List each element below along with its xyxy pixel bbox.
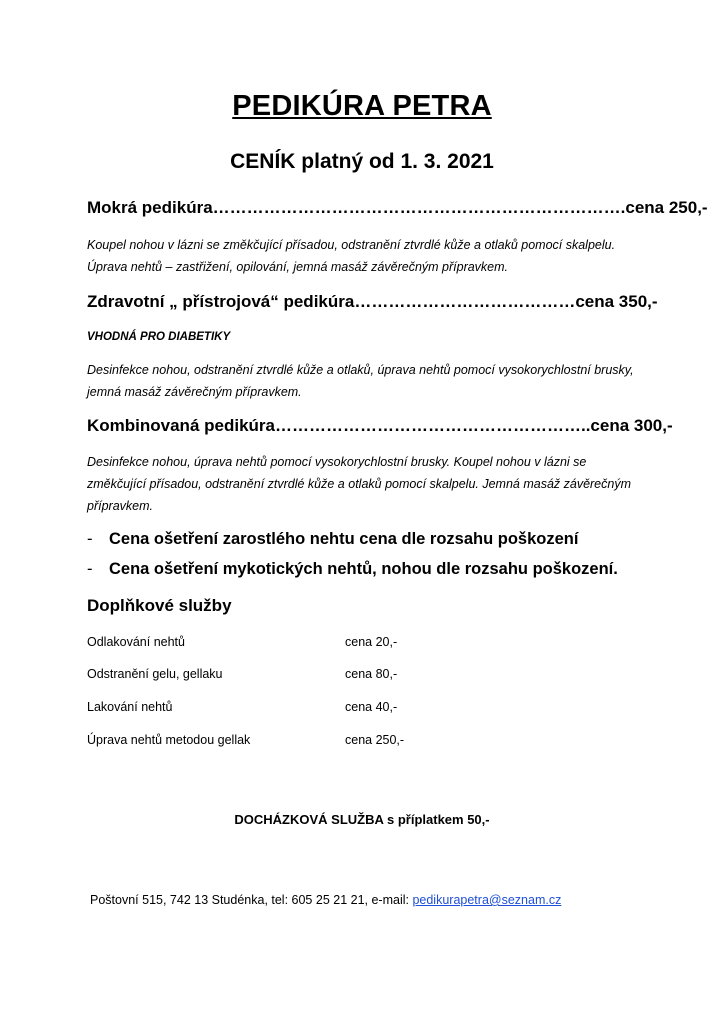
table-row [87,635,507,655]
extras-title: Doplňkové služby [87,596,232,615]
home-service-surcharge: DOCHÁZKOVÁ SLUŽBA s příplatkem 50,- [234,812,490,827]
table-row [87,700,507,720]
note-text: Cena ošetření mykotických nehtů, nohou dle rozsahu poškození. [109,560,618,578]
list-item [87,526,618,556]
extra-service-name: Úprava nehtů metodou gellak [87,733,251,747]
extra-service-name: Odlakování nehtů [87,635,185,649]
page-title: PEDIKÚRA PETRA [232,90,492,122]
contact-footer [90,893,561,907]
extra-service-price: cena 40,- [345,700,398,714]
diabetic-tag: VHODNÁ PRO DIABETIKY [87,331,231,343]
email-link[interactable]: pedikurapetra@seznam.cz [412,893,562,907]
table-row [87,733,507,753]
service-heading-medical-pedicure: Zdravotní „ přístrojová“ pedikúra…………………………………cena 350,- [87,292,658,311]
bullet-dash: - [87,530,93,548]
list-item [87,556,618,586]
table-row [87,667,507,687]
notes-list [87,526,618,586]
service-heading-combined-pedicure: Kombinovaná pedikúra………………………………………………..cena 300,- [87,416,673,435]
extra-service-name: Lakování nehtů [87,700,173,714]
service-description-wet-pedicure: Koupel nohou v lázni se změkčující přísadou, odstranění ztvrdlé kůže a otlaků pomocí skalpelu. Úprava nehtů – zastřižení, opilování, jemná masáž závěrečným přípravkem. [87,238,616,274]
service-description-combined-pedicure: Desinfekce nohou, úprava nehtů pomocí vysokorychlostní brusky. Koupel nohou v lázni se změkčující přísadou, odstranění ztvrdlé kůže a otlaků pomocí skalpelu. Jemná masáž závěrečným přípravkem. [87,455,632,513]
extra-service-price: cena 250,- [345,733,405,747]
service-description-medical-pedicure: Desinfekce nohou, odstranění ztvrdlé kůže a otlaků, úprava nehtů pomocí vysokorychlostní brusky, jemná masáž závěrečným přípravkem. [87,363,634,399]
bullet-dash: - [87,560,93,578]
extra-service-price: cena 20,- [345,635,398,649]
price-list-subtitle: CENÍK platný od 1. 3. 2021 [230,150,494,173]
extra-service-price: cena 80,- [345,667,398,681]
contact-address: Poštovní 515, 742 13 Studénka, tel: 605 25 21 21, e-mail: [90,893,413,907]
service-heading-wet-pedicure: Mokrá pedikúra……………………………………………………………….cena 250,- [87,198,708,217]
extra-service-name: Odstranění gelu, gellaku [87,667,223,681]
note-text: Cena ošetření zarostlého nehtu cena dle rozsahu poškození [109,530,579,548]
